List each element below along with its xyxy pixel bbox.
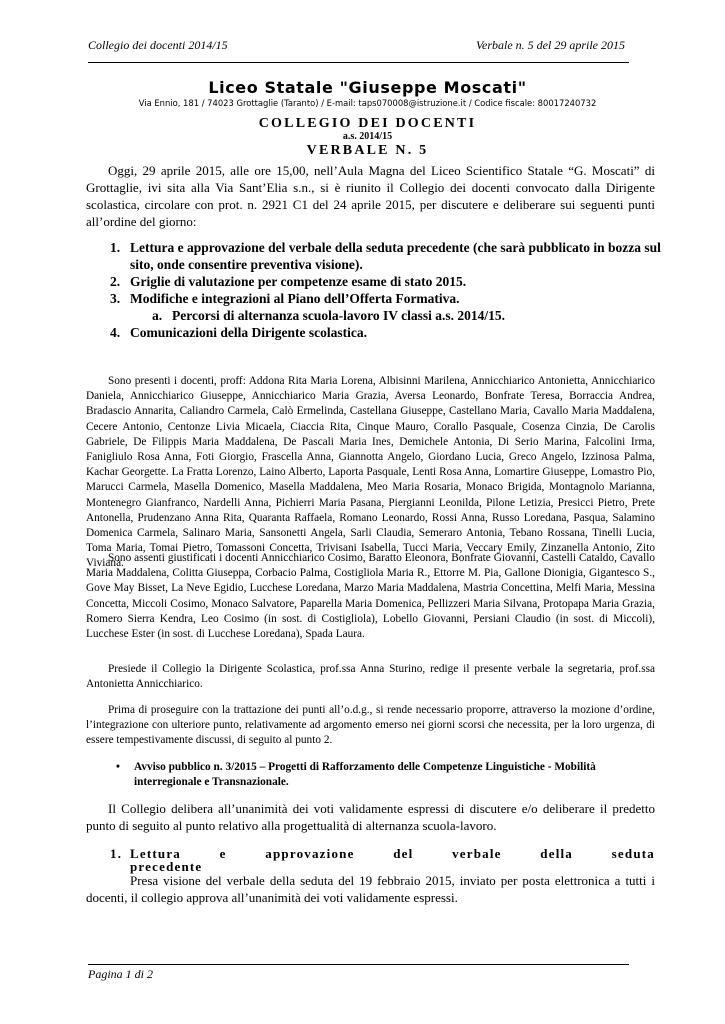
section-title-line1: Lettura e approvazione del verbale della seduta — [130, 846, 655, 861]
footer-rule — [88, 964, 629, 965]
document-title: COLLEGIO DEI DOCENTI — [258, 116, 477, 131]
header-rule — [88, 62, 629, 63]
header-right: Verbale n. 5 del 29 aprile 2015 — [476, 38, 625, 52]
agenda-subitem — [110, 307, 662, 324]
agenda-item — [110, 239, 662, 273]
agenda-list — [110, 239, 662, 341]
agenda-text: Griglie di valutazione per competenze esame di stato 2015. — [130, 274, 467, 289]
agenda-number: a. — [152, 308, 163, 323]
agenda-text: Modifiche e integrazioni al Piano dell’Offerta Formativa. — [130, 291, 460, 306]
header-left: Collegio dei docenti 2014/15 — [88, 38, 228, 52]
agenda-text: Comunicazioni della Dirigente scolastica. — [130, 325, 367, 340]
agenda-number: 2. — [110, 274, 121, 289]
intro-paragraph: Oggi, 29 aprile 2015, alle ore 15,00, nell’Aula Magna del Liceo Scientifico Statale “G. Moscati” di Grottaglie, ivi sita alla Via Sant’Elia s.n., si è riunito il Collegio dei docenti convocato dalla Dirigente scolastica, circolare con prot. n. 2921 C1 del 24 aprile 2015, per discutere e deliberare sui seguenti punti all’ordine del giorno: — [86, 163, 655, 229]
added-item-bullet — [116, 760, 654, 789]
section-number: 1. — [110, 846, 123, 861]
attendees-paragraph: Sono presenti i docenti, proff: Addona Rita Maria Lorena, Albisinni Marilena, Annicchiarico Antonietta, Annicchiarico Daniela, Annicchiarico Giuseppe, Annicchiarico Maria Grazia, Aversa Leonardo, Bonfrate Teresa, Borraccia Andrea, Bradascio Annarita, Caliandro Carmela, Calò Ermelinda, Castellana Giuseppe, Castellano Maria, Cavallo Maria Maddalena, Cecere Antonio, Centonze Livia Micaela, Ciaccia Rita, Cinque Mauro, Corallo Pasquale, Cosenza Cinzia, De Carolis Gabriele, De Filippis Maria Maddalena, De Pascali Maria Ines, Demichele Antonia, Di Serio Marina, Falcolini Irma, Fanigliulo Rosa Anna, Foti Giorgio, Frascella Anna, Giannotta Angelo, Giordano Lucia, Greco Angelo, Izzinosa Palma, Kachar Georgette. La Fratta Lorenzo, Laino Alberto, Laporta Pasquale, Lenti Rosa Anna, Lomartire Giuseppe, Lomastro Pio, Marucci Carmela, Masella Domenico, Masella Maddalena, Meo Maria Rosaria, Monaco Brigida, Montagnolo Marianna, Montenegro Gianfranco, Nardelli Anna, Pichierri Maria Pasana, Piergianni Leonilda, Pilone Letizia, Presicci Pietro, Prete Antonella, Prudenzano Anna Rita, Quaranta Raffaela, Romano Leonardo, Rossi Anna, Russo Loredana, Pasqua, Salamino Domenica Carmela, Salinaro Maria, Sansonetti Angela, Sarli Claudia, Semeraro Antonia, Tebano Rossana, Tinelli Lucia, Toma Maria, Tomai Pietro, Tomassoni Concetta, Trivisani Isabella, Tucci Maria, Veccary Emily, Zinzanella Antonio, Zito Viviana. — [86, 375, 655, 570]
bullet-icon: • — [116, 761, 120, 773]
agenda-text: Lettura e approvazione del verbale della seduta precedente (che sarà pubblicato in bozza sul sito, onde consentire preventiva visione). — [130, 240, 661, 272]
school-year: a.s. 2014/15 — [342, 131, 393, 142]
chair-paragraph: Presiede il Collegio la Dirigente Scolastica, prof.ssa Anna Sturino, redige il presente verbale la segretaria, prof.ssa Antonietta Annicchiarico. — [86, 663, 655, 691]
agenda-text: Percorsi di alternanza scuola-lavoro IV classi a.s. 2014/15. — [172, 308, 505, 323]
agenda-number: 1. — [110, 240, 121, 255]
absentees-paragraph: Sono assenti giustificati i docenti Annicchiarico Cosimo, Baratto Eleonora, Bonfrate Giovanni, Castelli Cataldo, Cavallo Maria Maddalena, Colitta Giuseppa, Corbacio Palma, Costigliola Maria R., Ettorre M. Pia, Gallone Dionigia, Gigantesco S., Gove May Bisset, La Neve Egidio, Lucchese Loredana, Marzo Maria Maddalena, Mastria Concettina, Melfi Maria, Messina Concetta, Miccoli Cosimo, Monaco Salvatore, Paparella Maria Domenica, Pellizzeri Maria Silvana, Protopapa Maria Grazia, Romero Sierra Kendra, Leo Cosimo (in sost. di Costigliola), Lobello Giovanni, Persiani Claudio (in sost. di Miccoli), Lucchese Ester (in sost. di Lucchese Loredana), Spada Laura. — [86, 552, 655, 641]
agenda-number: 4. — [110, 325, 121, 340]
added-item-text: Avviso pubblico n. 3/2015 – Progetti di Rafforzamento delle Competenze Linguistiche - Mobilità interregionale e Transnazionale. — [134, 761, 596, 788]
school-name: Liceo Statale "Giuseppe Moscati" — [208, 78, 527, 97]
motion-paragraph: Prima di proseguire con la trattazione dei punti all’o.d.g., si rende necessario proporre, attraverso la mozione d’ordine, l’integrazione con ulteriore punto, relativamente ad argomento emerso nei giorni scorsi che necessita, per la loro urgenza, di essere tempestivamente discussi, di seguito al punto 2. — [86, 704, 655, 747]
agenda-item — [110, 324, 662, 341]
minutes-number: VERBALE N. 5 — [306, 143, 429, 158]
agenda-number: 3. — [110, 291, 121, 306]
agenda-item — [110, 290, 662, 307]
school-block — [80, 79, 655, 109]
page-footer: Pagina 1 di 2 — [88, 967, 153, 981]
section-heading — [110, 847, 655, 873]
section-title-line2: precedente — [130, 859, 203, 874]
agenda-item — [110, 273, 662, 290]
approval-paragraph: Presa visione del verbale della seduta del 19 febbraio 2015, inviato per posta elettronica a tutti i docenti, il collegio approva all’unanimità dei voti validamente espressi. — [86, 873, 655, 905]
school-address: Via Ennio, 181 / 74023 Grottaglie (Taranto) / E-mail: taps070008@istruzione.it / Codice fiscale: 80017240732 — [138, 98, 597, 108]
resolution-paragraph: Il Collegio delibera all’unanimità dei voti validamente espressi di discutere e/o deliberare il predetto punto di seguito al punto relativo alla progettualità di alternanza scuola-lavoro. — [86, 801, 655, 833]
